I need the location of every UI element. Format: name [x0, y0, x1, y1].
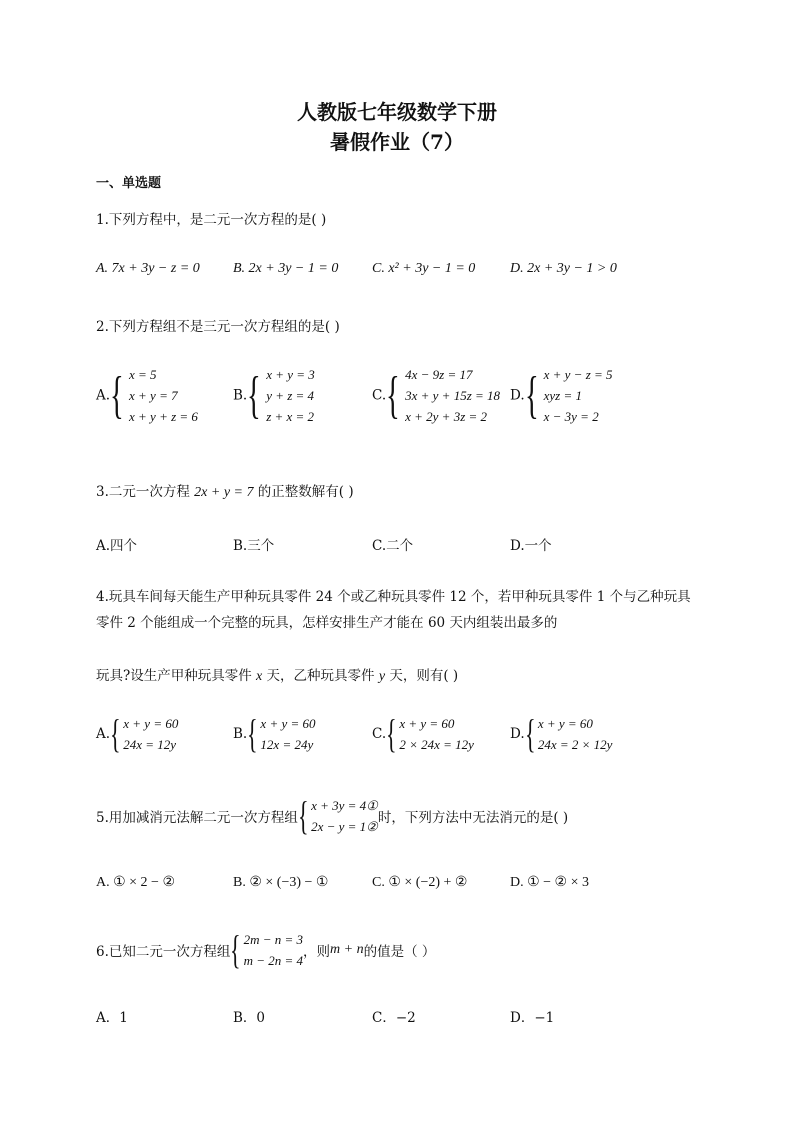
section-heading: 一、单选题 [96, 176, 162, 191]
q3-option-d: D.一个 [510, 538, 552, 554]
question-1-stem: 1.下列方程中，是二元一次方程的是( ) [96, 212, 327, 228]
q5-option-b: B. ② × (−3) − ① [233, 875, 329, 890]
option-label: B. [233, 726, 248, 742]
q1-option-b: B. 2x + 3y − 1 = 0 [233, 261, 339, 276]
equation: x + y + z = 6 [129, 409, 198, 424]
q4-option-a: A. { x + y = 60 24x = 12y [96, 711, 179, 756]
option-label: A. [96, 726, 111, 742]
q2-option-a: A. { x = 5 x + y = 7 x + y + z = 6 [96, 364, 198, 427]
equation: 2m − n = 3 [243, 932, 304, 947]
stem-text: 5.用加减消元法解二元一次方程组 [96, 810, 298, 826]
q1-option-a: A. 7x + 3y − z = 0 [96, 261, 200, 276]
q2-option-d: D. { x + y − z = 5 xyz = 1 x − 3y = 2 [510, 364, 613, 427]
equation: 4x − 9z = 17 [405, 367, 473, 382]
stem-text: 的正整数解有( ) [253, 484, 354, 500]
q5-option-c: C. ① × (−2) + ② [372, 875, 468, 890]
stem-text: 的值是（ ） [363, 944, 436, 960]
equation: 3x + y + 15z = 18 [405, 388, 501, 403]
question-5-stem: 5.用加减消元法解二元一次方程组 { x + 3y = 4① 2x − y = 1② 时，下列方法中无法消元的是( ) [96, 793, 569, 838]
q5-option-a: A. ① × 2 − ② [96, 875, 176, 890]
equation: x + y = 60 [260, 716, 316, 731]
q6-option-a: A．1 [96, 1010, 128, 1026]
question-4-stem-line3 [96, 664, 458, 685]
equation: 24x = 2 × 12y [537, 737, 613, 752]
equation: 24x = 12y [123, 737, 177, 752]
q3-option-c: C.二个 [372, 538, 414, 554]
option-label: C. [372, 726, 387, 742]
equation: 12x = 24y [260, 737, 314, 752]
q6-option-b: B．0 [233, 1010, 266, 1026]
option-label: B. [233, 387, 248, 404]
q1-option-d: D. 2x + 3y − 1 > 0 [510, 261, 617, 276]
equation: x = 5 [129, 367, 157, 382]
q2-option-b: B. { x + y = 3 y + z = 4 z + x = 2 [233, 364, 315, 427]
equation: x + y = 3 [266, 367, 315, 382]
option-label: C. [372, 387, 387, 404]
equation: m − 2n = 4 [243, 953, 304, 968]
equation: 2x − y = 1② [311, 819, 378, 834]
q3-option-a: A.四个 [96, 538, 138, 554]
stem-text: 6.已知二元一次方程组 [96, 944, 231, 960]
doc-subtitle: 暑假作业（7） [330, 130, 464, 154]
q1-option-c: C. x² + 3y − 1 = 0 [372, 261, 476, 276]
equation: y + z = 4 [266, 388, 315, 403]
option-label: D. [510, 726, 525, 742]
equation: xyz = 1 [543, 388, 582, 403]
question-4-stem-line1: 4.玩具车间每天能生产甲种玩具零件 24 个或乙种玩具零件 12 个，若甲种玩具零件 1 个与乙种玩具 [96, 589, 691, 605]
question-2-stem: 2.下列方程组不是三元一次方程组的是( ) [96, 319, 340, 335]
stem-text: 时，下列方法中无法消元的是( ) [377, 810, 569, 826]
stem-text: 玩具?设生产甲种玩具零件 [96, 668, 257, 684]
q2-option-c: C. { 4x − 9z = 17 3x + y + 15z = 18 x + 2y + 3z = 2 [372, 364, 500, 427]
q3-option-b: B.三个 [233, 538, 275, 554]
q6-option-c: C．−2 [372, 1010, 416, 1026]
equation: z + x = 2 [266, 409, 315, 424]
q4-option-d: D. { x + y = 60 24x = 2 × 12y [510, 711, 613, 756]
equation: x + y = 60 [399, 716, 455, 731]
option-label: A. [96, 387, 111, 404]
question-3-stem [96, 480, 354, 501]
question-4-stem-line2: 零件 2 个能组成一个完整的玩具，怎样安排生产才能在 60 天内组装出最多的 [96, 615, 558, 631]
stem-equation: 2x + y = 7 [194, 485, 254, 500]
stem-text: 天，则有( ) [385, 668, 459, 684]
equation: 2 × 24x = 12y [399, 737, 474, 752]
stem-text: ，则 [303, 944, 331, 960]
question-6-stem: 6.已知二元一次方程组 { 2m − n = 3 m − 2n = 4 ，则m + n的值是（ ） [96, 927, 436, 972]
equation: x + y = 60 [537, 716, 593, 731]
stem-equation: m + n [330, 942, 364, 957]
var-x: x [256, 669, 263, 684]
equation: x + y = 60 [123, 716, 179, 731]
equation: x + y − z = 5 [543, 367, 613, 382]
stem-text: 天，乙种玩具零件 [262, 668, 379, 684]
equation: x − 3y = 2 [543, 409, 599, 424]
q6-option-d: D．−1 [510, 1010, 555, 1026]
q4-option-c: C. { x + y = 60 2 × 24x = 12y [372, 711, 474, 756]
doc-title: 人教版七年级数学下册 [297, 100, 497, 124]
equation: x + y = 7 [129, 388, 178, 403]
equation: x + 2y + 3z = 2 [405, 409, 488, 424]
q5-option-d: D. ① − ② × 3 [510, 875, 590, 890]
q4-option-b: B. { x + y = 60 12x = 24y [233, 711, 316, 756]
equation: x + 3y = 4① [311, 798, 378, 813]
var-y: y [378, 669, 386, 684]
option-label: D. [510, 387, 525, 404]
stem-text: 3.二元一次方程 [96, 484, 195, 500]
